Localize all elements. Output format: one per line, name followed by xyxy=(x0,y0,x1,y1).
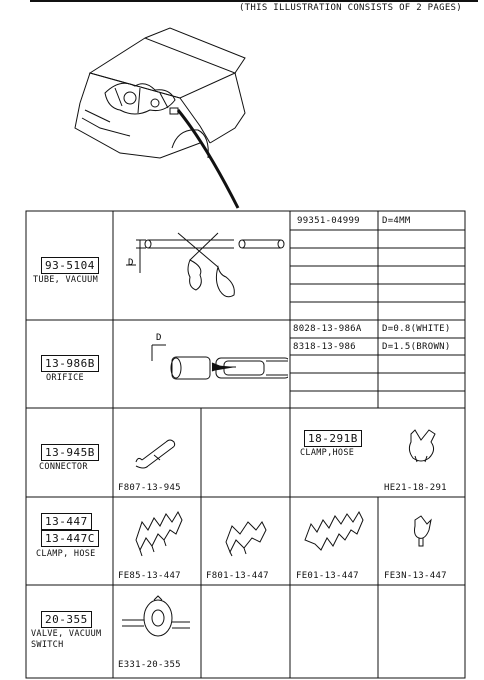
row4-code-1: 13-447 xyxy=(41,513,92,530)
vacuum-switch-valve-illustration xyxy=(116,590,200,654)
row5-name-line1: VALVE, VACUUM xyxy=(31,629,102,639)
hose-clamp-fe3n-illustration xyxy=(381,500,465,566)
row3-side-part-number: HE21-18-291 xyxy=(384,483,447,493)
row4-part1-number: FE85-13-447 xyxy=(118,571,181,581)
row1-code: 93-5104 xyxy=(41,257,99,274)
hose-clamp-fe01-illustration xyxy=(293,500,377,566)
row3-side-name: CLAMP,HOSE xyxy=(300,448,355,458)
page-note: (THIS ILLUSTRATION CONSISTS OF 2 PAGES) xyxy=(238,3,462,13)
row3-side-code: 18-291B xyxy=(304,430,362,447)
row3-code: 13-945B xyxy=(41,444,99,461)
row2-code: 13-986B xyxy=(41,355,99,372)
row3-part-number: F807-13-945 xyxy=(118,483,181,493)
row2-name: ORIFICE xyxy=(46,373,84,383)
row4-code-2: 13-447C xyxy=(41,530,99,547)
row4-part3-number: FE01-13-447 xyxy=(296,571,359,581)
row1-name: TUBE, VACUUM xyxy=(33,275,99,285)
hose-clamp-fe85-illustration xyxy=(116,500,200,566)
row5-part-number: E331-20-355 xyxy=(118,660,181,670)
tube-dimension-label: D xyxy=(128,258,134,268)
row4-name: CLAMP, HOSE xyxy=(36,549,96,559)
row5-code: 20-355 xyxy=(41,611,92,628)
hose-clamp-illustration xyxy=(395,420,455,470)
orifice-illustration xyxy=(116,323,288,405)
connector-illustration xyxy=(116,412,200,480)
vacuum-tube-illustration xyxy=(116,215,288,315)
row5-name-line2: SWITCH xyxy=(31,640,64,650)
row2-part1-spec: D=0.8(WHITE) xyxy=(382,324,451,334)
row4-part4-number: FE3N-13-447 xyxy=(384,571,447,581)
row1-part-spec: D=4MM xyxy=(382,216,411,226)
row4-part2-number: F801-13-447 xyxy=(206,571,269,581)
row2-part2-spec: D=1.5(BROWN) xyxy=(382,342,451,352)
row2-part1-number: 8028-13-986A xyxy=(293,324,362,334)
row2-part2-number: 8318-13-986 xyxy=(293,342,356,352)
orifice-dimension-label: D xyxy=(156,333,162,343)
hose-clamp-f801-illustration xyxy=(204,500,288,566)
row3-name: CONNECTOR xyxy=(39,462,88,472)
row1-part-number: 99351-04999 xyxy=(297,216,360,226)
